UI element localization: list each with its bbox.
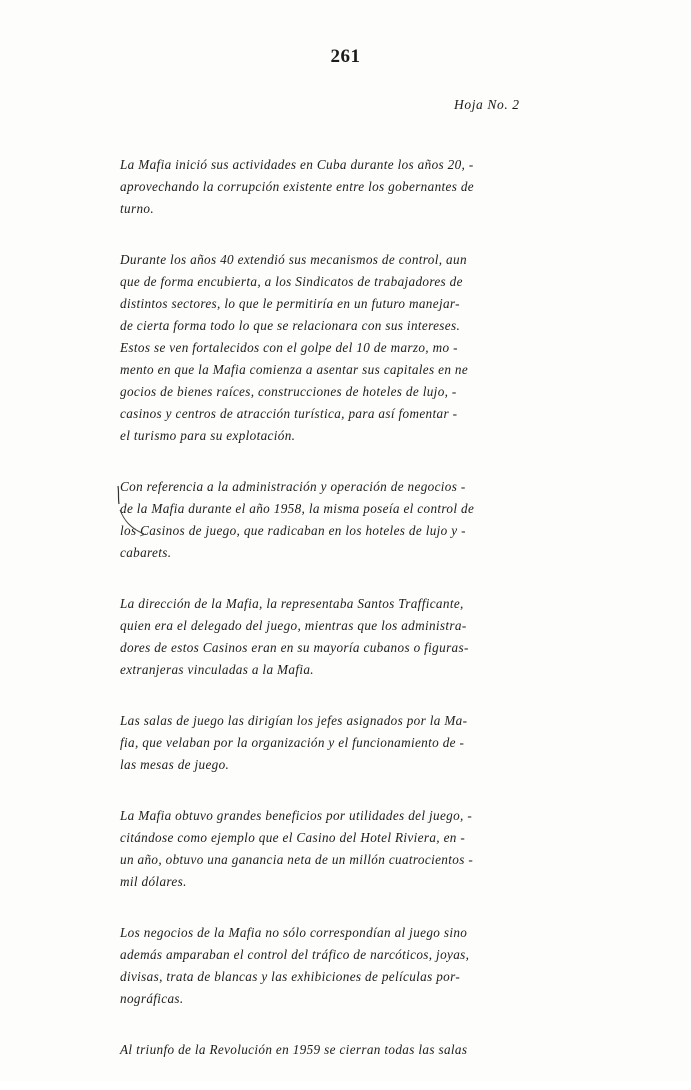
text-line: quien era el delegado del juego, mientras que los administra- <box>120 618 467 633</box>
text-line: dores de estos Casinos eran en su mayoría cubanos o figuras- <box>120 640 469 655</box>
text-line: que de forma encubierta, a los Sindicatos de trabajadores de <box>120 274 463 289</box>
paragraph-8 <box>120 1039 552 1061</box>
paragraph-1 <box>120 154 552 220</box>
paragraph-7 <box>120 922 552 1010</box>
text-line: las mesas de juego. <box>120 757 230 772</box>
text-line: gocios de bienes raíces, construcciones de hoteles de lujo, - <box>120 384 457 399</box>
text-line: citándose como ejemplo que el Casino del Hotel Riviera, en - <box>120 830 466 845</box>
text-line: distintos sectores, lo que le permitiría en un futuro manejar- <box>120 296 460 311</box>
text-line: turno. <box>120 201 154 216</box>
text-line: nográficas. <box>120 991 184 1006</box>
paragraph-6 <box>120 805 552 893</box>
text-line: divisas, trata de blancas y las exhibiciones de películas por- <box>120 969 461 984</box>
text-line: La Mafia inició sus actividades en Cuba durante los años 20, - <box>120 157 474 172</box>
margin-pen-mark <box>110 480 170 550</box>
text-line: mento en que la Mafia comienza a asentar sus capitales en ne <box>120 362 469 377</box>
text-line: Con referencia a la administración y operación de negocios - <box>120 479 466 494</box>
text-line: Estos se ven fortalecidos con el golpe del 10 de marzo, mo - <box>120 340 458 355</box>
page-number: 261 <box>330 46 361 67</box>
text-line: cabarets. <box>120 545 172 560</box>
text-line: La dirección de la Mafia, la representaba Santos Trafficante, <box>120 596 464 611</box>
text-line: los Casinos de juego, que radicaban en los hoteles de lujo y - <box>120 523 466 538</box>
paragraph-5 <box>120 710 552 776</box>
text-line: mil dólares. <box>120 874 187 889</box>
text-line: fia, que velaban por la organización y el funcionamiento de - <box>120 735 465 750</box>
text-line: un año, obtuvo una ganancia neta de un millón cuatrocientos - <box>120 852 474 867</box>
text-line: casinos y centros de atracción turística, para así fomentar - <box>120 406 458 421</box>
sheet-label: Hoja No. 2 <box>454 97 520 112</box>
paragraph-4 <box>120 593 552 681</box>
text-line: de la Mafia durante el año 1958, la misma poseía el control de <box>120 501 475 516</box>
paragraph-3 <box>120 476 552 564</box>
body-text <box>120 154 552 1090</box>
paragraph-2 <box>120 249 552 447</box>
text-line: Al triunfo de la Revolución en 1959 se cierran todas las salas <box>120 1042 468 1057</box>
text-line: Los negocios de la Mafia no sólo correspondían al juego sino <box>120 925 468 940</box>
text-line: extranjeras vinculadas a la Mafia. <box>120 662 314 677</box>
text-line: el turismo para su explotación. <box>120 428 296 443</box>
text-line: Durante los años 40 extendió sus mecanismos de control, aun <box>120 252 467 267</box>
text-line: además amparaban el control del tráfico de narcóticos, joyas, <box>120 947 470 962</box>
text-line: La Mafia obtuvo grandes beneficios por utilidades del juego, - <box>120 808 473 823</box>
text-line: aprovechando la corrupción existente entre los gobernantes de <box>120 179 475 194</box>
text-line: de cierta forma todo lo que se relacionara con sus intereses. <box>120 318 461 333</box>
text-line: Las salas de juego las dirigían los jefes asignados por la Ma- <box>120 713 468 728</box>
